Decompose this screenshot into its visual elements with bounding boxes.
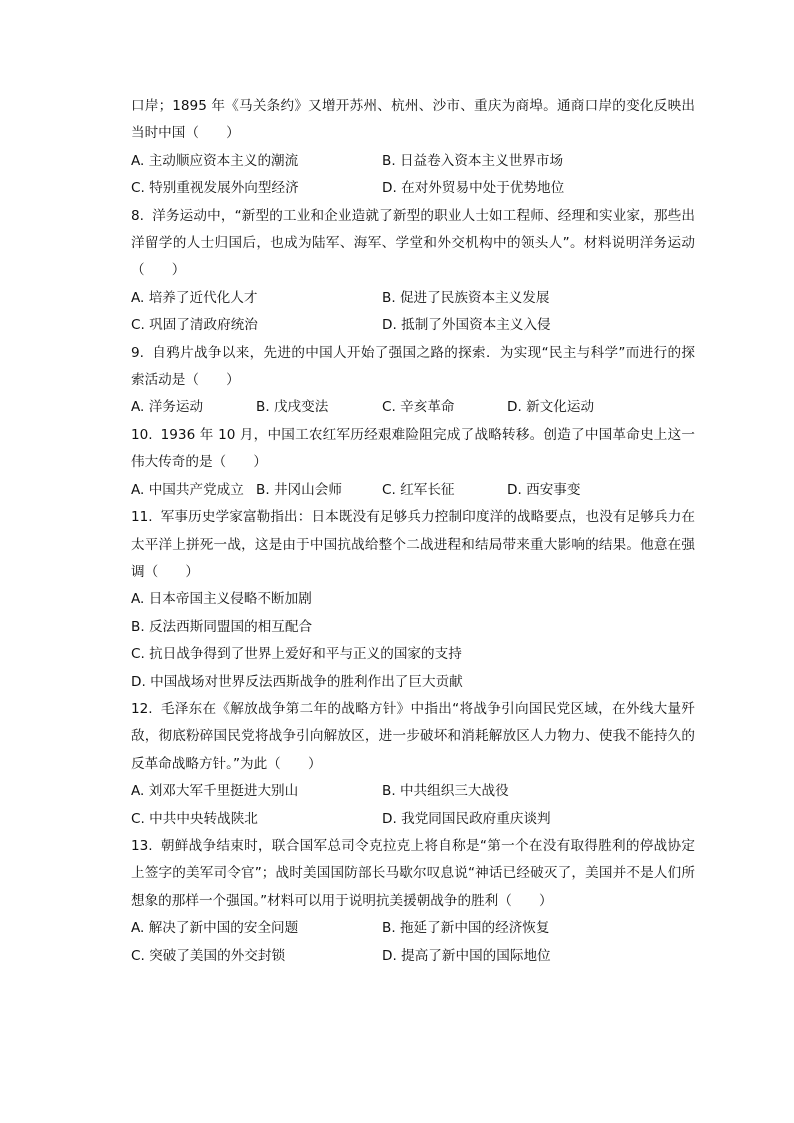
question-text: [131, 833, 695, 915]
option-grid: [131, 285, 695, 340]
question-10: [131, 422, 695, 504]
option-grid: [131, 477, 695, 504]
question-number: 9.: [131, 344, 144, 361]
option-a[interactable]: A. 解决了新中国的安全问题: [131, 920, 299, 937]
question-stem: 洋务运动中，“新型的工业和企业造就了新型的职业人士如工程师、经理和实业家，那些出洋留学的人士归国后，也成为陆军、海军、学堂和外交机构中的领头人”。材料说明洋务运动（ ）: [131, 207, 695, 279]
option-b[interactable]: B. 反法西斯同盟国的相互配合: [131, 618, 313, 635]
option-b[interactable]: B. 促进了民族资本主义发展: [382, 289, 550, 306]
option-c[interactable]: C. 辛亥革命: [382, 399, 455, 416]
option-d[interactable]: D. 抵制了外国资本主义入侵: [382, 317, 551, 334]
question-stem: 1936 年 10 月，中国工农红军历经艰难险阻完成了战略转移。创造了中国革命史上这一伟大传奇的是（ ）: [131, 426, 695, 471]
question-text: [131, 340, 695, 395]
option-grid: [131, 915, 695, 970]
option-a[interactable]: A. 中国共产党成立: [131, 481, 244, 498]
question-stem: 口岸；1895 年《马关条约》又增开苏州、杭州、沙市、重庆为商埠。通商口岸的变化反映出当时中国（ ）: [131, 98, 695, 142]
option-b[interactable]: B. 拖延了新中国的经济恢复: [382, 920, 550, 937]
option-d[interactable]: D. 提高了新中国的国际地位: [382, 947, 551, 964]
option-c[interactable]: C. 特别重视发展外向型经济: [131, 180, 299, 197]
question-13: [131, 833, 695, 970]
option-list: [131, 586, 695, 696]
option-a[interactable]: A. 日本帝国主义侵略不断加剧: [131, 591, 312, 608]
option-d[interactable]: D. 在对外贸易中处于优势地位: [382, 180, 565, 197]
question-text: [131, 696, 695, 778]
question-text: [131, 422, 695, 477]
option-b[interactable]: B. 中共组织三大战役: [382, 783, 509, 800]
question-text: [131, 203, 695, 285]
question-stem: 军事历史学家富勒指出：日本既没有足够兵力控制印度洋的战略要点，也没有足够兵力在太平洋上拼死一战，这是由于中国抗战给整个二战进程和结局带来重大影响的结果。他意在强调（ ）: [131, 509, 695, 580]
question-stem: 朝鲜战争结束时，联合国军总司令克拉克上将自称是“第一个在没有取得胜利的停战协定上签字的美军司令官”；战时美国国防部长马歇尔叹息说“神话已经破灭了，美国并不是人们所想象的那样一个强国。”材料可以用于说明抗美援朝战争的胜利（ ）: [131, 837, 695, 909]
option-c[interactable]: C. 红军长征: [382, 481, 455, 498]
question-12: [131, 696, 695, 833]
question-number: 11.: [131, 509, 153, 526]
question-list: [131, 93, 695, 970]
option-b[interactable]: B. 井冈山会师: [256, 481, 342, 498]
option-d[interactable]: D. 中国战场对世界反法西斯战争的胜利作出了巨大贡献: [131, 673, 463, 690]
option-c[interactable]: C. 巩固了清政府统治: [131, 317, 258, 334]
question-11: [131, 504, 695, 696]
option-grid: [131, 148, 695, 203]
option-d[interactable]: D. 新文化运动: [507, 399, 595, 416]
question-9: [131, 340, 695, 422]
option-a[interactable]: A. 刘邓大军千里挺进大别山: [131, 783, 299, 800]
question-stem: 毛泽东在《解放战争第二年的战略方针》中指出“将战争引向国民党区域，在外线大量歼敌，彻底粉碎国民党将战争引向解放区，进一步破坏和消耗解放区人力物力、使我不能持久的反革命战略方针。”为此（ ）: [131, 700, 695, 772]
option-c[interactable]: C. 突破了美国的外交封锁: [131, 947, 286, 964]
option-d[interactable]: D. 我党同国民政府重庆谈判: [382, 810, 551, 827]
question-number: 13.: [131, 837, 153, 854]
option-a[interactable]: A. 洋务运动: [131, 399, 204, 416]
option-grid: [131, 778, 695, 833]
option-b[interactable]: B. 戊戌变法: [256, 399, 329, 416]
question-8: [131, 203, 695, 340]
option-c[interactable]: C. 抗日战争得到了世界上爱好和平与正义的国家的支持: [131, 646, 462, 663]
option-a[interactable]: A. 主动顺应资本主义的潮流: [131, 152, 299, 169]
question-number: 10.: [131, 426, 153, 443]
option-grid: [131, 394, 695, 421]
option-c[interactable]: C. 中共中央转战陕北: [131, 810, 258, 827]
option-a[interactable]: A. 培养了近代化人才: [131, 289, 258, 306]
question-number: 12.: [131, 700, 153, 717]
question-stem: 自鸦片战争以来，先进的中国人开始了强国之路的探索．为实现“民主与科学”而进行的探索活动是（ ）: [131, 344, 695, 389]
question-7: [131, 93, 695, 203]
option-b[interactable]: B. 日益卷入资本主义世界市场: [382, 152, 564, 169]
option-d[interactable]: D. 西安事变: [507, 481, 581, 498]
question-number: 8.: [131, 207, 144, 224]
question-text: [131, 504, 695, 586]
